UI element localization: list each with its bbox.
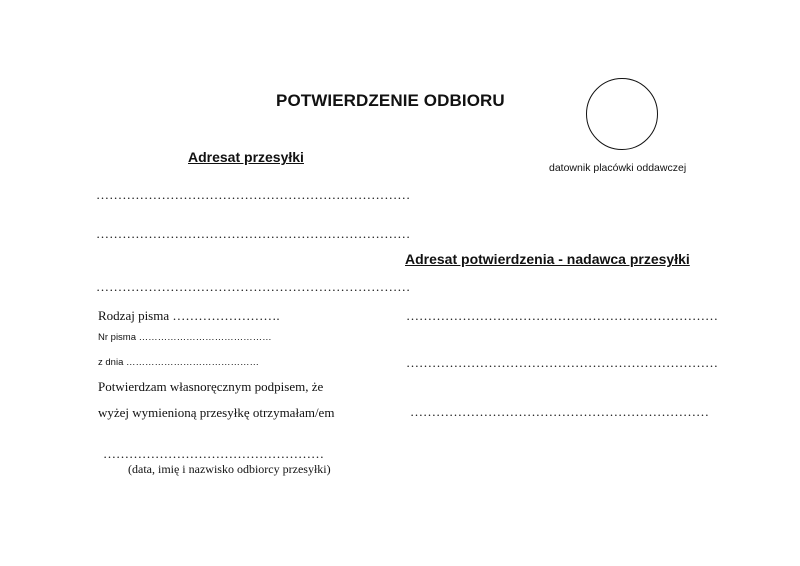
letter-number-field[interactable]: Nr pisma …………………………………… [98, 332, 272, 343]
signature-line[interactable]: …………………………………………… [103, 446, 324, 461]
sender-address-line-1[interactable]: ……………………………………………………………… [406, 308, 718, 323]
recipient-address-line-2[interactable]: ……………………………………………………………… [96, 226, 411, 241]
recipient-heading: Adresat przesyłki [188, 149, 304, 165]
confirmation-text-line-2: wyżej wymienioną przesyłkę otrzymałam/em [98, 405, 335, 420]
sender-heading: Adresat potwierdzenia - nadawca przesyłki [405, 251, 690, 267]
recipient-address-line-1[interactable]: ……………………………………………………………… [96, 187, 411, 202]
letter-date-field[interactable]: z dnia …………………………………… [98, 357, 259, 368]
form-title: POTWIERDZENIE ODBIORU [276, 91, 505, 110]
sender-address-line-2[interactable]: ……………………………………………………………… [406, 355, 718, 370]
date-stamp-circle [586, 78, 658, 150]
sender-address-line-3[interactable]: …………………………………………………………… [410, 404, 709, 419]
signature-caption: (data, imię i nazwisko odbiorcy przesyłki) [128, 462, 331, 476]
recipient-address-line-3[interactable]: ……………………………………………………………… [96, 279, 411, 294]
date-stamp-label: datownik placówki oddawczej [549, 162, 687, 174]
confirmation-text-line-1: Potwierdzam własnoręcznym podpisem, że [98, 379, 324, 394]
letter-type-field[interactable]: Rodzaj pisma ……………………. [98, 308, 280, 323]
